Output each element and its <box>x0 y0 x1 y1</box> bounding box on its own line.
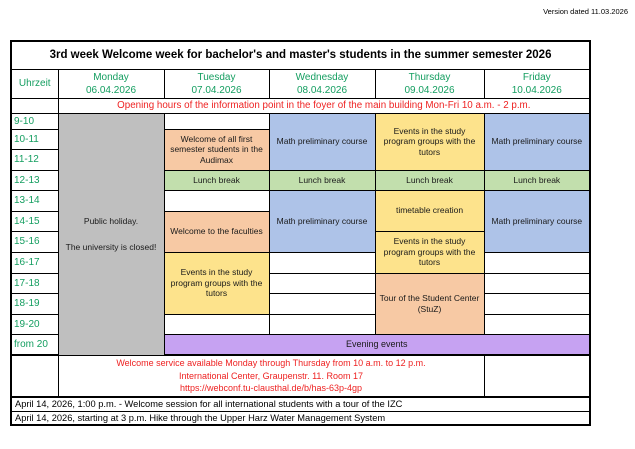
event-cell-wednesday-math-morning: Math preliminary course <box>269 113 375 170</box>
empty-cell <box>164 314 269 334</box>
welcome-service-line2: International Center, Graupenstr. 11. Room 17 <box>179 370 363 381</box>
event-cell-friday-math-afternoon: Math preliminary course <box>484 190 590 252</box>
day-date: 09.04.2026 <box>404 84 455 96</box>
day-name: Thursday <box>408 71 451 83</box>
event-cell-thursday-stuz-tour: Tour of the Student Center (StuZ) <box>375 273 484 334</box>
public-holiday-text: Public holiday. <box>83 216 139 226</box>
empty-cell <box>484 252 590 273</box>
event-cell-thursday-study-groups-afternoon: Events in the study program groups with the tutors <box>375 231 484 273</box>
event-cell-tuesday-faculties-welcome: Welcome to the faculties <box>164 211 269 252</box>
empty-cell <box>269 314 375 334</box>
day-header-thursday <box>375 69 484 98</box>
day-header-tuesday <box>164 69 269 98</box>
time-label: 15-16 <box>11 231 58 252</box>
time-column-header: Uhrzeit <box>11 69 58 98</box>
event-cell-tuesday-audimax-welcome: Welcome of all first semester students in the Audimax <box>164 129 269 170</box>
day-header-friday <box>484 69 590 98</box>
event-cell-thursday-lunch: Lunch break <box>375 170 484 190</box>
day-date: 08.04.2026 <box>296 84 348 96</box>
time-label: 11-12 <box>11 149 58 170</box>
empty-cell <box>11 98 58 113</box>
event-cell-wednesday-lunch: Lunch break <box>269 170 375 190</box>
empty-cell <box>269 273 375 293</box>
day-date: 06.04.2026 <box>85 84 137 96</box>
time-label: 17-18 <box>11 273 58 293</box>
welcome-service-url[interactable]: https://webconf.tu-clausthal.de/b/has-63p-4gp <box>179 383 363 394</box>
time-label: 19-20 <box>11 314 58 334</box>
time-label: 12-13 <box>11 170 58 190</box>
event-cell-friday-lunch: Lunch break <box>484 170 590 190</box>
empty-cell <box>269 252 375 273</box>
day-header-wednesday <box>269 69 375 98</box>
day-name: Friday <box>522 71 551 83</box>
day-date: 10.04.2026 <box>511 84 562 96</box>
time-label: 10-11 <box>11 129 58 149</box>
time-label: 16-17 <box>11 252 58 273</box>
opening-hours-note: Opening hours of the information point in the foyer of the main building Mon-Fri 10 a.m. - 2 p.m. <box>58 98 590 113</box>
empty-cell <box>484 273 590 293</box>
empty-cell <box>484 355 590 397</box>
event-cell-friday-math-morning: Math preliminary course <box>484 113 590 170</box>
footnote-izc-welcome: April 14, 2026, 1:00 p.m. - Welcome session for all international students with a tour of the IZC <box>11 397 590 411</box>
time-label: 18-19 <box>11 293 58 314</box>
day-date: 07.04.2026 <box>191 84 242 96</box>
page-title: 3rd week Welcome week for bachelor's and master's students in the summer semester 2026 <box>11 41 590 69</box>
empty-cell <box>484 293 590 314</box>
university-closed-text: The university is closed! <box>65 241 157 252</box>
day-name: Wednesday <box>295 71 349 83</box>
time-label: 13-14 <box>11 190 58 211</box>
footnote-harz-hike: April 14, 2026, starting at 3 p.m. Hike through the Upper Harz Water Management System <box>11 411 590 425</box>
version-note: Version dated 11.03.2026 <box>543 7 628 16</box>
time-label: from 20 <box>11 334 58 355</box>
time-label: 14-15 <box>11 211 58 231</box>
event-cell-tuesday-lunch: Lunch break <box>164 170 269 190</box>
day-header-monday <box>58 69 164 98</box>
event-cell-evening-events: Evening events <box>164 334 590 355</box>
empty-cell <box>269 293 375 314</box>
welcome-week-schedule-table <box>10 40 591 426</box>
empty-cell <box>11 355 58 397</box>
day-name: Tuesday <box>197 71 236 83</box>
event-cell-tuesday-study-groups: Events in the study program groups with the tutors <box>164 252 269 314</box>
event-cell-monday-public-holiday <box>58 113 164 355</box>
event-cell-thursday-study-groups-morning: Events in the study program groups with the tutors <box>375 113 484 170</box>
empty-cell <box>164 113 269 129</box>
event-cell-thursday-timetable-creation: timetable creation <box>375 190 484 231</box>
event-cell-wednesday-math-afternoon: Math preliminary course <box>269 190 375 252</box>
empty-cell <box>164 190 269 211</box>
empty-cell <box>484 314 590 334</box>
time-label: 9-10 <box>11 113 58 129</box>
welcome-service-line1: Welcome service available Monday through Thursday from 10 a.m. to 12 p.m. <box>116 358 426 369</box>
welcome-service-note <box>58 355 484 397</box>
day-name: Monday <box>93 71 129 83</box>
